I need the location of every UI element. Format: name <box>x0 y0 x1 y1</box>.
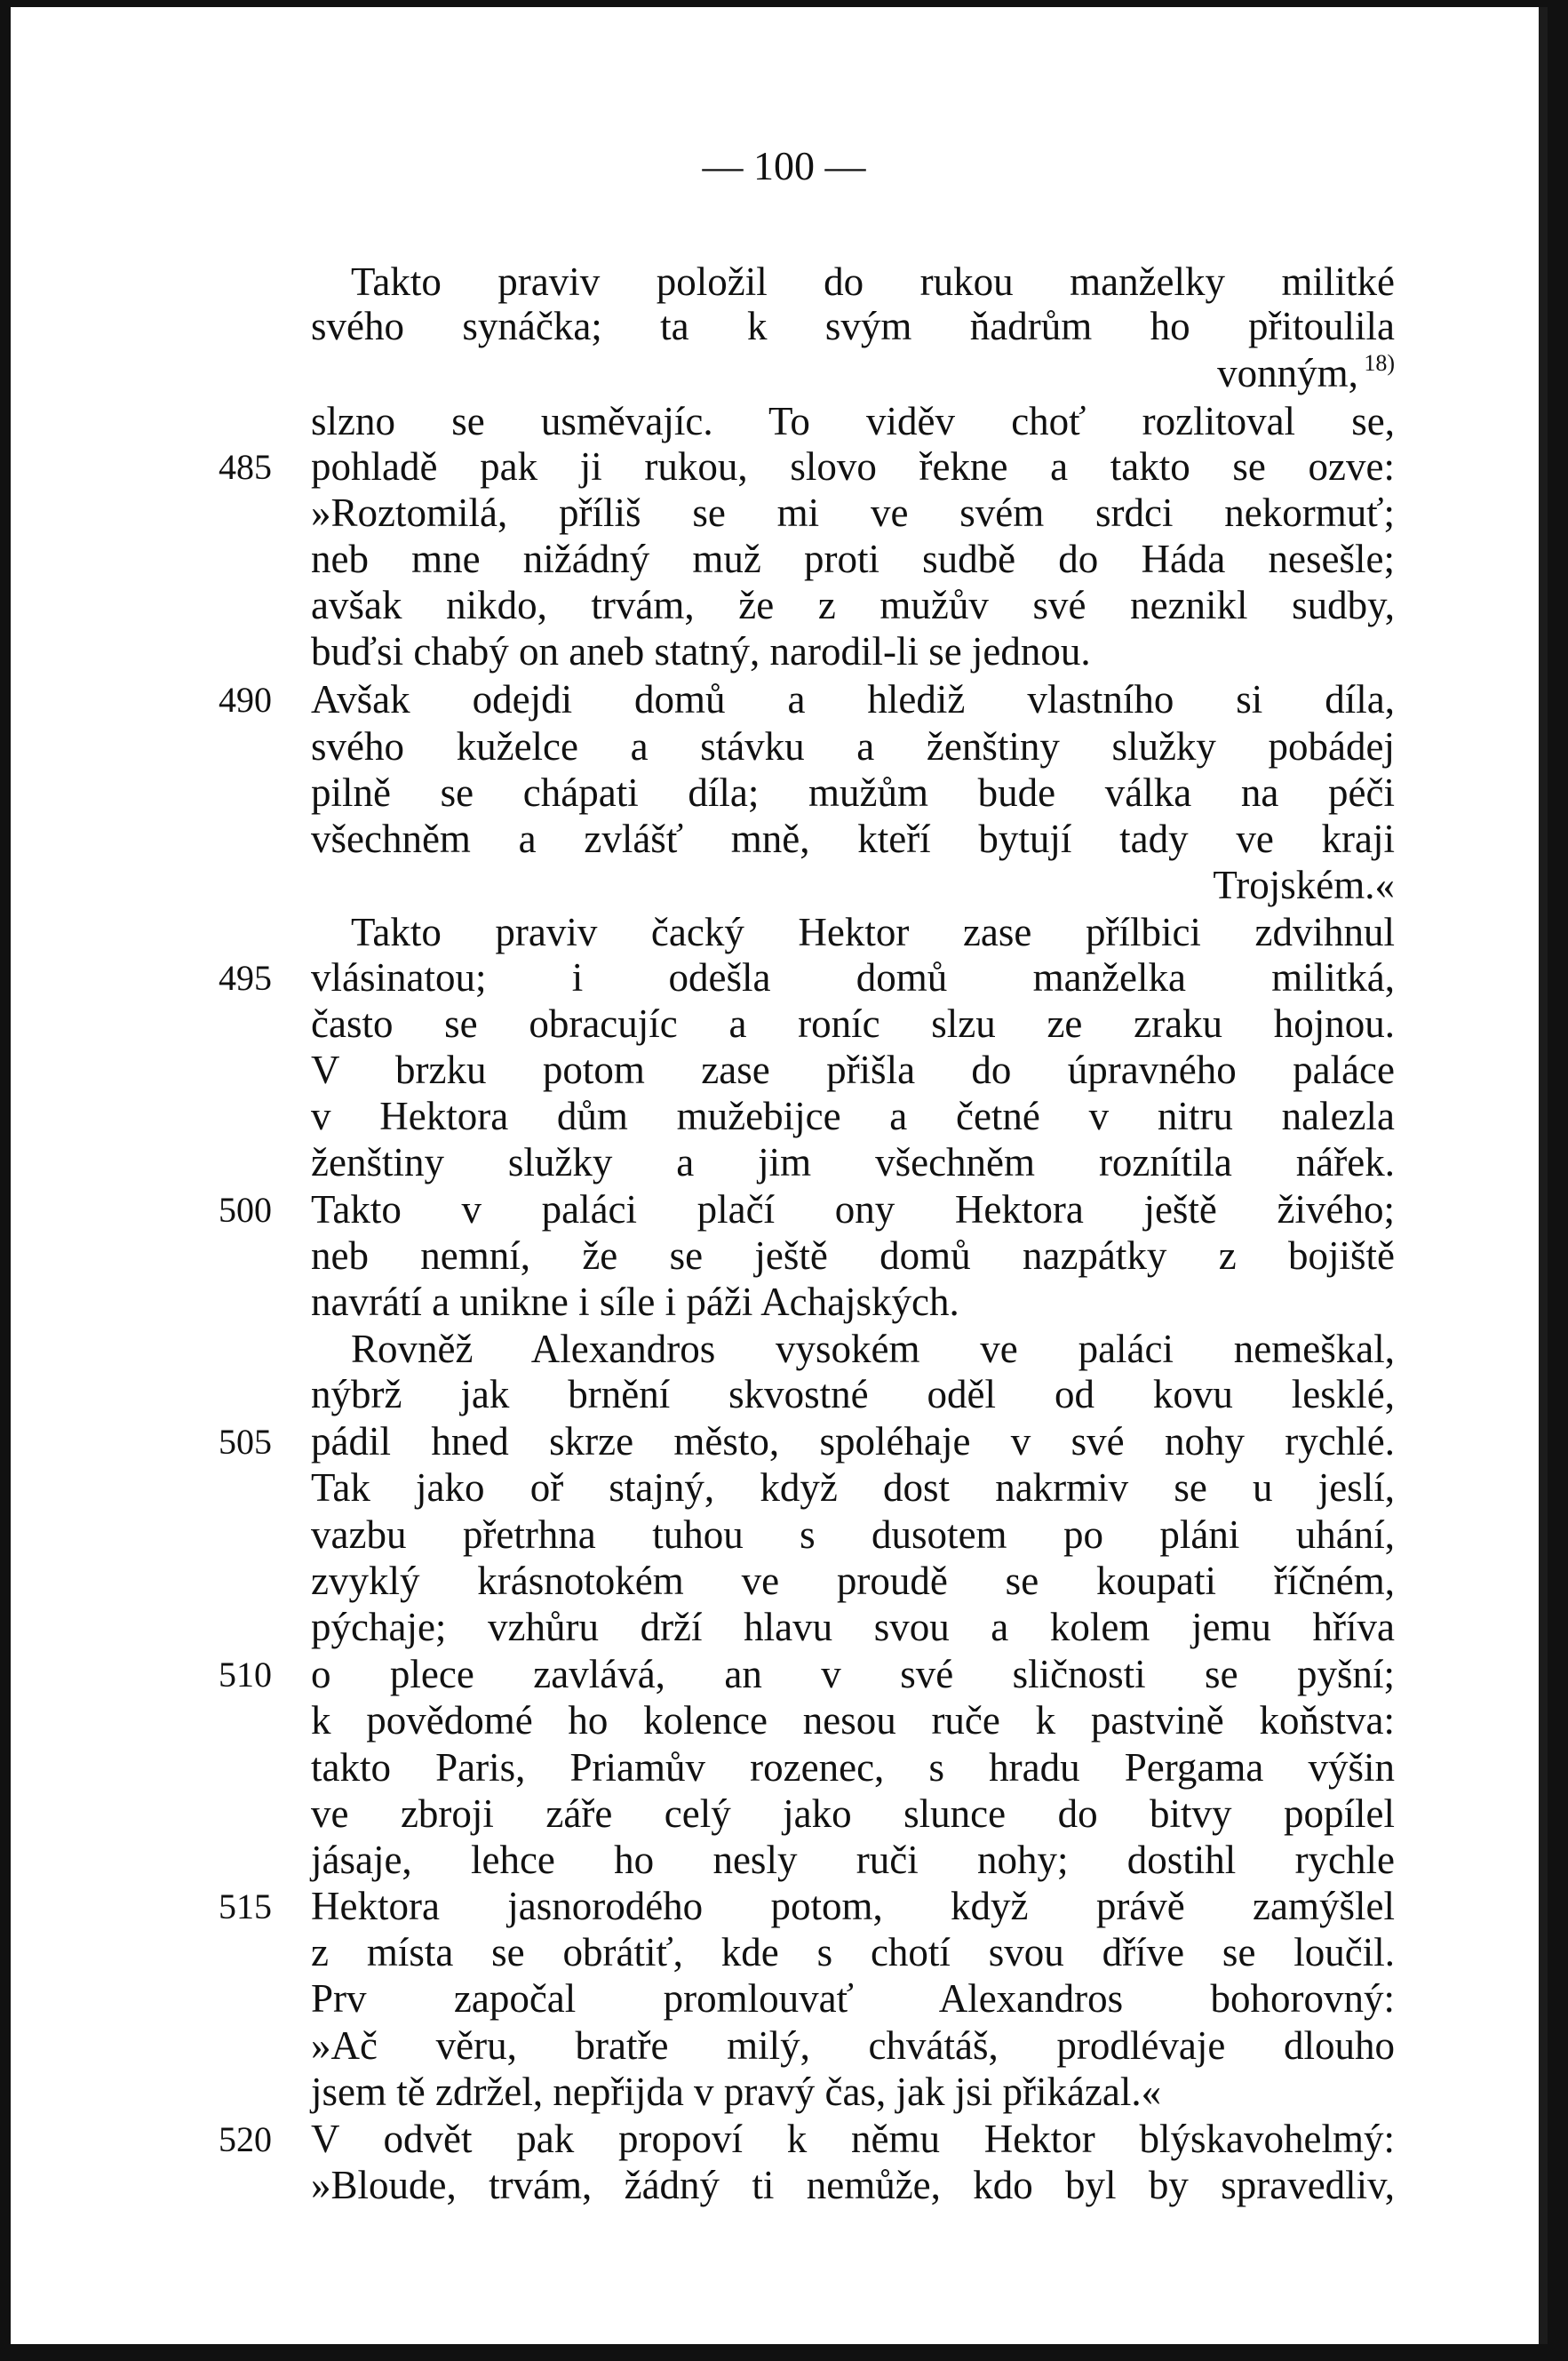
verse-line: navrátí a unikne i síle i páži Achajských. <box>311 1280 959 1324</box>
verse-line: vazbu přetrhna tuhou s dusotem po pláni uhání, <box>311 1512 1395 1557</box>
verse-line: V brzku potom zase přišla do úpravného paláce <box>311 1048 1395 1092</box>
verse-line: z místa se obrátiť, kde s chotí svou dříve se loučil. <box>311 1930 1395 1974</box>
verse-line: o plece zavlává, an v své sličnosti se pyšní; <box>311 1652 1395 1696</box>
verse-line: »Roztomilá, příliš se mi ve svém srdci nekormuť; <box>311 491 1395 535</box>
line-number: 520 <box>219 2119 272 2159</box>
line-number: 510 <box>219 1655 272 1695</box>
verse-line: Avšak odejdi domů a hlediž vlastního si díla, <box>311 677 1395 722</box>
verse-line: jsem tě zdržel, nepřijda v pravý čas, jak jsi přikázal.« <box>311 2070 1162 2114</box>
line-number: 505 <box>219 1422 272 1462</box>
verse-line: jásaje, lehce ho nesly ruči nohy; dostihl rychle <box>311 1838 1395 1882</box>
verse-line: neb mne nižádný muž proti sudbě do Háda nesešle; <box>311 537 1395 581</box>
verse-line: pádil hned skrze město, spoléhaje v své nohy rychlé. <box>311 1419 1395 1464</box>
verse-line: Prv započal promlouvať Alexandros bohorovný: <box>311 1976 1395 2021</box>
verse-line: Takto praviv položil do rukou manželky militké <box>351 259 1395 304</box>
verse-line: vonným, $^{18)}$ <box>1217 350 1395 395</box>
verse-line: pohladě pak ji rukou, slovo řekne a takto se ozve: <box>311 444 1395 489</box>
verse-line: nýbrž jak brnění skvostné oděl od kovu lesklé, <box>311 1372 1395 1416</box>
line-number: 485 <box>219 447 272 487</box>
verse-line: »Bloude, trvám, žádný ti nemůže, kdo byl by spravedliv, <box>311 2163 1395 2207</box>
verse-line: Trojském.« <box>1213 863 1395 907</box>
verse-line: pilně se chápati díla; mužům bude válka na péči <box>311 770 1395 815</box>
verse-line: všechněm a zvlášť mně, kteří bytují tady ve kraji <box>311 817 1395 861</box>
verse-line: ženštiny služky a jim všechněm roznítila nářek. <box>311 1140 1395 1184</box>
verse-line: neb nemní, že se ještě domů nazpátky z bojiště <box>311 1233 1395 1278</box>
verse-line: takto Paris, Priamův rozenec, s hradu Pergama výšin <box>311 1745 1395 1790</box>
verse-line: Takto v paláci plačí ony Hektora ještě živého; <box>311 1187 1395 1232</box>
footnote-reference: 18) <box>1357 350 1395 376</box>
verse-line: Rovněž Alexandros vysokém ve paláci nemeškal, <box>351 1327 1395 1371</box>
verse-line: Takto praviv čacký Hektor zase přílbici zdvihnul <box>351 910 1395 954</box>
verse-line: avšak nikdo, trvám, že z mužův své neznikl sudby, <box>311 583 1395 627</box>
verse-line: vlásinatou; i odešla domů manželka militká, <box>311 955 1395 1000</box>
verse-line: často se obracujíc a roníc slzu ze zraku hojnou. <box>311 1001 1395 1046</box>
verse-line: k povědomé ho kolence nesou ruče k pastvině koňstva: <box>311 1698 1395 1743</box>
line-number: 490 <box>219 680 272 720</box>
verse-line: slzno se usměvajíc. To viděv choť rozlitoval se, <box>311 399 1395 443</box>
verse-line: V odvět pak propoví k němu Hektor blýskavohelmý: <box>311 2117 1395 2161</box>
verse-line: Hektora jasnorodého potom, když právě zamýšlel <box>311 1884 1395 1928</box>
page-number: — 100 — <box>702 143 866 188</box>
line-number: 495 <box>219 958 272 998</box>
line-number: 500 <box>219 1190 272 1230</box>
verse-line: zvyklý krásnotokém ve proudě se koupati říčném, <box>311 1559 1395 1603</box>
verse-line: svého kuželce a stávku a ženštiny služky pobádej <box>311 724 1395 769</box>
verse-line: v Hektora dům mužebijce a četné v nitru nalezla <box>311 1094 1395 1138</box>
line-number: 515 <box>219 1886 272 1926</box>
verse-line: ve zbroji záře celý jako slunce do bitvy popílel <box>311 1791 1395 1836</box>
verse-line: svého synáčka; ta k svým ňadrům ho přitoulila <box>311 304 1395 348</box>
verse-line: »Ač věru, bratře milý, chvátáš, prodlévaje dlouho <box>311 2023 1395 2068</box>
verse-line: pýchaje; vzhůru drží hlavu svou a kolem jemu hříva <box>311 1605 1395 1649</box>
verse-line: buďsi chabý on aneb statný, narodil-li se jednou. <box>311 629 1091 674</box>
verse-line: Tak jako oř stajný, když dost nakrmiv se u jeslí, <box>311 1465 1395 1510</box>
